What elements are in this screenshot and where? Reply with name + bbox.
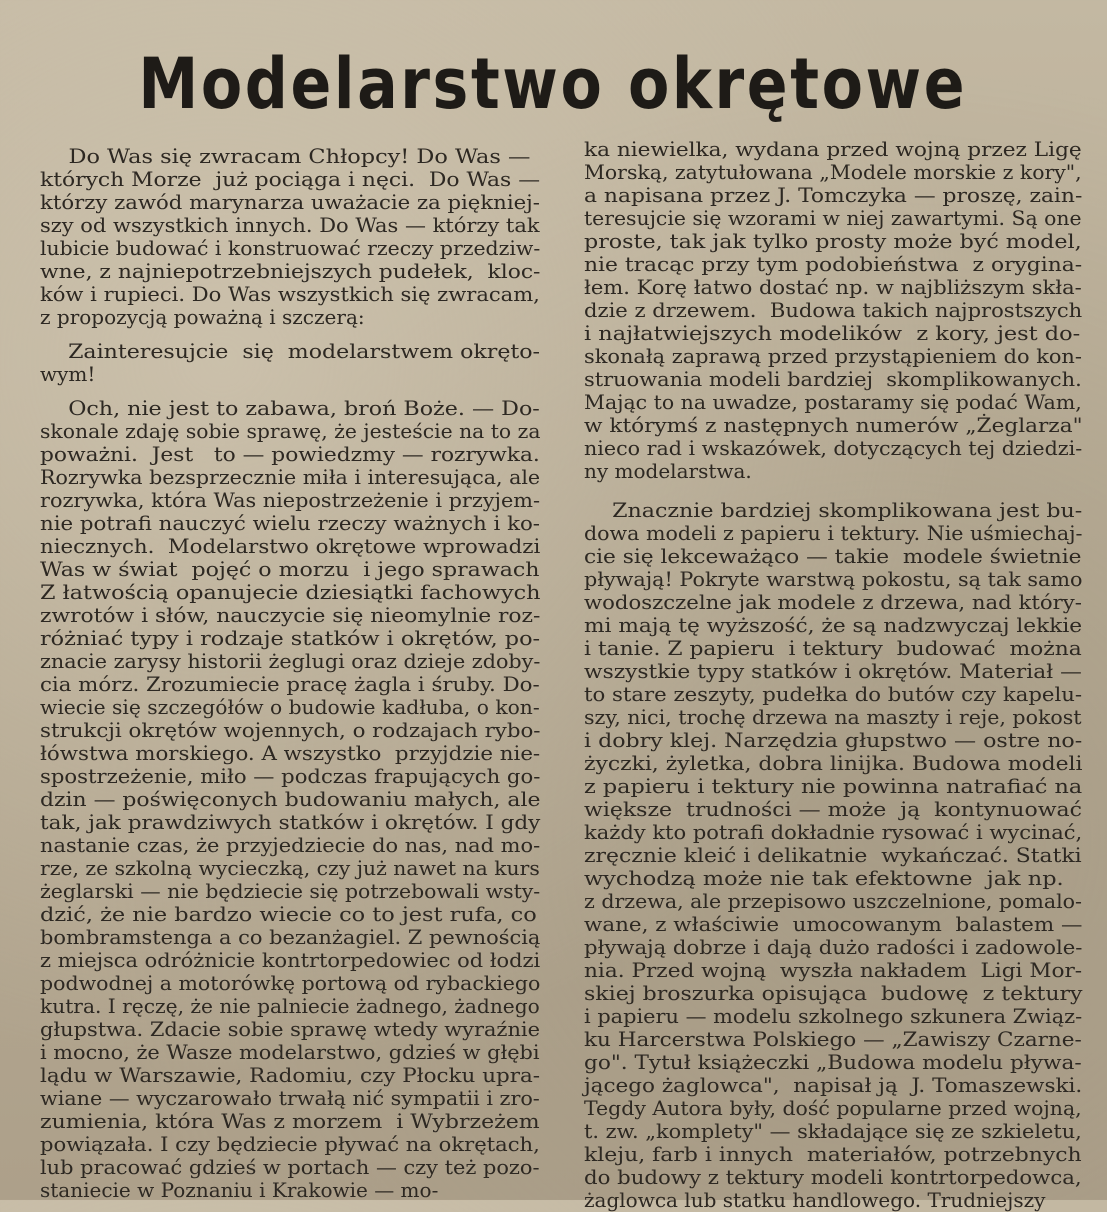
text-line: bombramstenga a co bezanżagiel. Z pewnością bbox=[40, 925, 541, 949]
text-line: wane, z właściwie umocowanym balastem — bbox=[584, 912, 1083, 936]
text-line: dzin — poświęconych budowaniu małych, ale bbox=[40, 787, 541, 811]
text-line: i dobry klej. Narzędzia głupstwo — ostre no- bbox=[584, 728, 1083, 752]
text-line: Morską, zatytułowana „Modele morskie z kory", bbox=[584, 160, 1082, 184]
text-line: pływają! Pokryte warstwą pokostu, są tak samo bbox=[584, 567, 1083, 591]
text-line: staniecie w Poznaniu i Krakowie — mo- bbox=[40, 1178, 439, 1202]
text-line: strukcji okrętów wojennych, o rodzajach rybo- bbox=[40, 718, 541, 742]
text-line: wiane — wyczarowało trwałą nić sympatii i zro- bbox=[40, 1086, 540, 1110]
article-title: Modelarstwo okrętowe bbox=[138, 43, 968, 125]
left-column bbox=[40, 145, 540, 1202]
text-line: szy, nici, trochę drzewa na maszty i reje, pokost bbox=[584, 705, 1082, 729]
text-line: różniać typy i rodzaje statków i okrętów, po- bbox=[40, 626, 541, 650]
text-line: nieco rad i wskazówek, dotyczących tej dziedzi- bbox=[584, 436, 1083, 460]
text-line: tak, jak prawdziwych statków i okrętów. I gdy bbox=[40, 810, 541, 834]
paragraph bbox=[40, 397, 540, 1202]
text-line: i najłatwiejszych modelików z kory, jest do- bbox=[584, 321, 1081, 345]
text-line: to stare zeszyty, pudełka do butów czy kapelu- bbox=[584, 682, 1083, 706]
text-line: poważni. Jest to — powiedzmy — rozrywka. bbox=[40, 442, 540, 466]
text-line: w którymś z następnych numerów „Żeglarza" bbox=[584, 413, 1083, 437]
text-line: mi mają tę wyższość, że są nadzwyczaj lekkie bbox=[584, 613, 1083, 637]
text-line: do budowy z tektury modeli kontrtorpedowca, bbox=[584, 1165, 1082, 1189]
text-line: kleju, farb i innych materiałów, potrzebnych bbox=[584, 1142, 1082, 1166]
text-line: dzić, że nie bardzo wiecie co to jest rufa, co bbox=[40, 902, 537, 926]
text-line: nie potrafi nauczyć wielu rzeczy ważnych i ko- bbox=[40, 511, 540, 535]
text-line: głupstwa. Zdacie sobie sprawę wtedy wyraźnie bbox=[40, 1017, 541, 1041]
text-line: rozrywka, która Was niepostrzeżenie i przyjem- bbox=[40, 488, 541, 512]
text-line: i mocno, że Wasze modelarstwo, gdzieś w głębi bbox=[40, 1040, 540, 1064]
text-line: pływają dobrze i dają dużo radości i zadowole- bbox=[584, 935, 1083, 959]
text-line: jącego żaglowca", napisał ją J. Tomaszewski. bbox=[584, 1073, 1083, 1097]
text-line: go". Tytuł książeczki „Budowa modelu pływa- bbox=[584, 1050, 1082, 1074]
text-line: proste, tak jak tylko prosty może być model, bbox=[584, 229, 1082, 253]
text-line: t. zw. „komplety" — składające się ze szkieletu, bbox=[584, 1119, 1082, 1143]
text-line: łem. Korę łatwo dostać np. w najbliższym skła- bbox=[584, 275, 1082, 299]
text-line: Och, nie jest to zabawa, broń Boże. — Do- bbox=[40, 396, 540, 420]
text-line: a napisana przez J. Tomczyka — proszę, zain- bbox=[584, 183, 1083, 207]
text-line: niecznych. Modelarstwo okrętowe wprowadzi bbox=[40, 534, 541, 558]
right-column bbox=[584, 138, 1082, 1212]
text-line: Z łatwością opanujecie dziesiątki fachowych bbox=[40, 580, 541, 604]
text-line: skiej broszurka opisująca budowę z tektury bbox=[584, 981, 1083, 1005]
text-line: z propozycją poważną i szczerą: bbox=[40, 305, 365, 329]
text-line: ny modelarstwa. bbox=[584, 459, 752, 483]
text-line: lub pracować gdzieś w portach — czy też pozo- bbox=[40, 1155, 540, 1179]
text-line: teresujcie się wzorami w niej zawartymi. Są one bbox=[584, 206, 1082, 230]
text-line: Znacznie bardziej skomplikowana jest bu- bbox=[584, 498, 1083, 522]
text-line: i papieru — modelu szkolnego szkunera Związ- bbox=[584, 1004, 1083, 1028]
text-line: z papieru i tektury nie powinna natrafiać na bbox=[584, 774, 1083, 798]
text-line: rze, ze szkolną wycieczką, czy już nawet na kurs bbox=[40, 856, 540, 880]
text-line: z drzewa, ale przepisowo uszczelnione, pomalo- bbox=[584, 889, 1082, 913]
text-line: dzie z drzewem. Budowa takich najprostszych bbox=[584, 298, 1083, 322]
paragraph bbox=[584, 138, 1082, 483]
text-line: wszystkie typy statków i okrętów. Materiał — bbox=[584, 659, 1082, 683]
paragraph bbox=[40, 145, 540, 329]
text-line: i tanie. Z papieru i tektury budować można bbox=[584, 636, 1082, 660]
text-line: nia. Przed wojną wyszła nakładem Ligi Mor- bbox=[584, 958, 1083, 982]
text-line: zwrotów i słów, nauczycie się nieomylnie roz- bbox=[40, 603, 541, 627]
text-line: większe trudności — może ją kontynuować bbox=[584, 797, 1082, 821]
text-line: podwodnej a motorówkę portową od rybackiego bbox=[40, 971, 541, 995]
text-line: ku Harcerstwa Polskiego — „Zawiszy Czarne- bbox=[584, 1027, 1082, 1051]
text-line: skonale zdaję sobie sprawę, że jesteście na to za bbox=[40, 419, 541, 443]
text-line: z miejsca odróżnicie kontrtorpedowiec od łodzi bbox=[40, 948, 541, 972]
text-line: struowania modeli bardziej skomplikowanych. bbox=[584, 367, 1082, 391]
text-line: życzki, żyletka, dobra linijka. Budowa modeli bbox=[584, 751, 1083, 775]
text-line: ka niewielka, wydana przed wojną przez Ligę bbox=[584, 137, 1082, 161]
text-line: znacie zarysy historii żeglugi oraz dzieje zdoby- bbox=[40, 649, 541, 673]
text-line: skonałą zaprawą przed przystąpieniem do kon- bbox=[584, 344, 1082, 368]
text-line: wychodzą może nie tak efektowne jak np. bbox=[584, 866, 1064, 890]
text-line: nie tracąc przy tym podobieństwa z orygina- bbox=[584, 252, 1083, 276]
text-line: Mając to na uwadze, postaramy się podać Wam, bbox=[584, 390, 1082, 414]
text-line: szy od wszystkich innych. Do Was — którzy tak bbox=[40, 213, 540, 237]
text-line: nastanie czas, że przyjedziecie do nas, nad mo- bbox=[40, 833, 541, 857]
text-line: lądu w Warszawie, Radomiu, czy Płocku upra- bbox=[40, 1063, 541, 1087]
text-line: powiązała. I czy będziecie pływać na okrętach, bbox=[40, 1132, 540, 1156]
text-line: dowa modeli z papieru i tektury. Nie uśmiechaj- bbox=[584, 521, 1083, 545]
text-line: których Morze już pociąga i nęci. Do Was — bbox=[40, 167, 541, 191]
text-line: ków i rupieci. Do Was wszystkich się zwracam, bbox=[40, 282, 540, 306]
text-line: zręcznie kleić i delikatnie wykańczać. Statki bbox=[584, 843, 1082, 867]
paragraph bbox=[584, 499, 1082, 1212]
text-line: Rozrywka bezsprzecznie miła i interesująca, ale bbox=[40, 465, 541, 489]
text-line: żeglarski — nie będziecie się potrzebowali wsty- bbox=[40, 879, 541, 903]
text-line: żaglowca lub statku handlowego. Trudniejszy bbox=[584, 1188, 1046, 1212]
paragraph bbox=[40, 340, 540, 386]
text-line: wym! bbox=[40, 362, 96, 386]
text-line: spostrzeżenie, miło — podczas frapujących go- bbox=[40, 764, 541, 788]
text-line: wodoszczelne jak modele z drzewa, nad który- bbox=[584, 590, 1082, 614]
text-line: Was w świat pojęć o morzu i jego sprawach bbox=[40, 557, 540, 581]
text-line: lubicie budować i konstruować rzeczy przedziw- bbox=[40, 236, 541, 260]
text-line: Tegdy Autora były, dość popularne przed wojną, bbox=[584, 1096, 1082, 1120]
text-line: każdy kto potrafi dokładnie rysować i wycinać, bbox=[584, 820, 1083, 844]
text-line: łówstwa morskiego. A wszystko przyjdzie nie- bbox=[40, 741, 541, 765]
text-line: wne, z najniepotrzebniejszych pudełek, kloc- bbox=[40, 259, 541, 283]
text-line: Zainteresujcie się modelarstwem okręto- bbox=[40, 339, 541, 363]
text-line: kutra. I ręczę, że nie palniecie żadnego, żadnego bbox=[40, 994, 540, 1018]
text-line: zumienia, która Was z morzem i Wybrzeżem bbox=[40, 1109, 540, 1133]
text-line: którzy zawód marynarza uważacie za piękniej- bbox=[40, 190, 540, 214]
text-line: wiecie się szczegółów o budowie kadłuba, o kon- bbox=[40, 695, 540, 719]
text-line: cie się lekceważąco — takie modele świetnie bbox=[584, 544, 1082, 568]
text-line: Do Was się zwracam Chłopcy! Do Was — bbox=[40, 144, 531, 168]
text-line: cia mórz. Zrozumiecie pracę żagla i śruby. Do- bbox=[40, 672, 540, 696]
